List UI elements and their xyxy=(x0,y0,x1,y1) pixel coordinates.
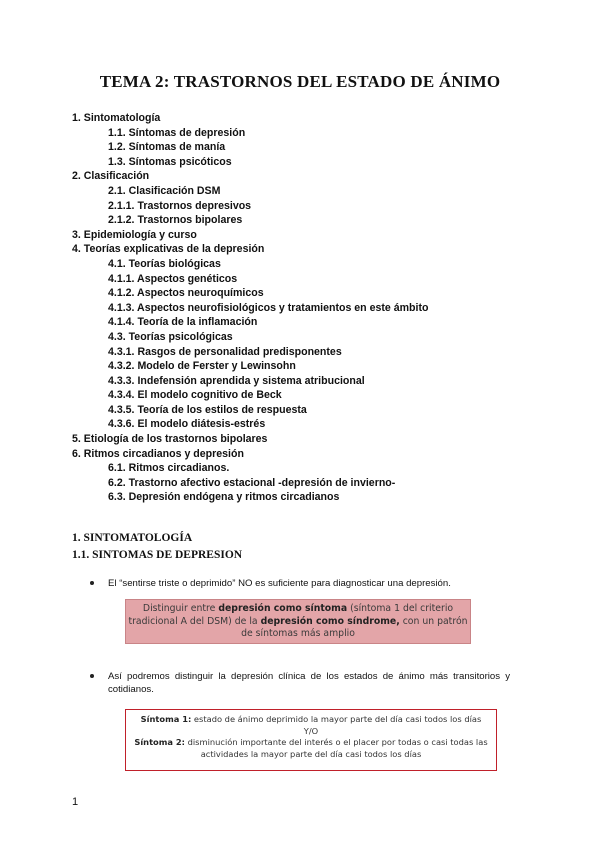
box-text: (síntoma 1 del criterio tradicional A del DSM) de la xyxy=(128,603,454,627)
criteria-label: Síntoma 2: xyxy=(134,737,185,747)
bullet-item xyxy=(90,670,510,696)
toc-entry: 4.3.2. Modelo de Ferster y Lewinsohn xyxy=(108,360,296,373)
toc-entry: 2.1.2. Trastornos bipolares xyxy=(108,214,243,227)
toc-entry: 3. Epidemiología y curso xyxy=(72,228,197,241)
subsection-heading: 1.1. SINTOMAS DE DEPRESION xyxy=(72,549,243,561)
box-bold-text: depresión como síndrome, xyxy=(260,615,400,627)
bullet-dot-icon xyxy=(90,581,94,585)
box-text: Distinguir entre xyxy=(142,603,219,614)
bullet-item xyxy=(90,577,510,590)
bullet-text: El “sentirse triste o deprimido” NO es suficiente para diagnosticar una depresión. xyxy=(108,578,451,589)
criteria-box xyxy=(125,709,497,771)
toc-entry: 2.1.1. Trastornos depresivos xyxy=(108,199,252,212)
toc-entry: 1.2. Síntomas de manía xyxy=(108,141,226,154)
bullet-text: Así podremos distinguir la depresión clínica de los estados de ánimo más transitorios y cotidianos. xyxy=(108,671,510,695)
highlight-box xyxy=(125,599,471,644)
toc-entry: 4.1. Teorías biológicas xyxy=(108,257,221,270)
bullet-dot-icon xyxy=(90,674,94,678)
toc-entry: 1.3. Síntomas psicóticos xyxy=(108,155,232,168)
section-heading: 1. SINTOMATOLOGÍA xyxy=(72,532,193,544)
toc-entry: 4.3.6. El modelo diátesis-estrés xyxy=(108,418,266,431)
box-text: con un patrón de síntomas más amplio xyxy=(241,615,468,640)
toc-entry: 5. Etiología de los trastornos bipolares xyxy=(72,433,268,446)
toc-entry: 4.1.4. Teoría de la inflamación xyxy=(108,316,258,329)
page-number: 1 xyxy=(72,796,79,808)
box-bold-text: depresión como síntoma xyxy=(218,603,348,614)
criteria-connector: Y/O xyxy=(303,725,319,736)
toc-entry: 6.2. Trastorno afectivo estacional -depresión de invierno- xyxy=(108,476,396,489)
criteria-text: disminución importante del interés o el placer por todas o casi todas las actividades la mayor parte del día casi todos los días xyxy=(184,737,488,759)
toc-entry: 4.3.5. Teoría de los estilos de respuesta xyxy=(108,403,307,416)
toc-entry: 4. Teorías explicativas de la depresión xyxy=(72,243,265,256)
toc-entry: 2. Clasificación xyxy=(72,170,150,183)
document-title: TEMA 2: TRASTORNOS DEL ESTADO DE ÁNIMO xyxy=(99,72,501,91)
toc-entry: 4.1.2. Aspectos neuroquímicos xyxy=(108,287,264,300)
toc-entry: 6.3. Depresión endógena y ritmos circadianos xyxy=(108,491,340,504)
toc-entry: 2.1. Clasificación DSM xyxy=(108,184,221,197)
toc-entry: 1.1. Síntomas de depresión xyxy=(108,126,246,139)
toc-entry: 4.3. Teorías psicológicas xyxy=(108,330,233,343)
criteria-label: Síntoma 1: xyxy=(140,714,192,724)
toc-entry: 1. Sintomatología xyxy=(72,112,161,124)
toc-entry: 4.3.3. Indefensión aprendida y sistema atribucional xyxy=(108,374,365,387)
criteria-text: estado de ánimo deprimido la mayor parte del día casi todos los días xyxy=(191,714,482,724)
toc-entry: 4.3.1. Rasgos de personalidad predisponentes xyxy=(108,345,342,358)
toc-entry: 4.1.1. Aspectos genéticos xyxy=(108,272,238,285)
toc-entry: 4.3.4. El modelo cognitivo de Beck xyxy=(108,389,282,402)
toc-entry: 6.1. Ritmos circadianos. xyxy=(108,462,230,475)
toc-entry: 4.1.3. Aspectos neurofisiológicos y tratamientos en este ámbito xyxy=(108,301,429,314)
table-of-contents xyxy=(72,111,532,505)
toc-entry: 6. Ritmos circadianos y depresión xyxy=(72,447,244,460)
